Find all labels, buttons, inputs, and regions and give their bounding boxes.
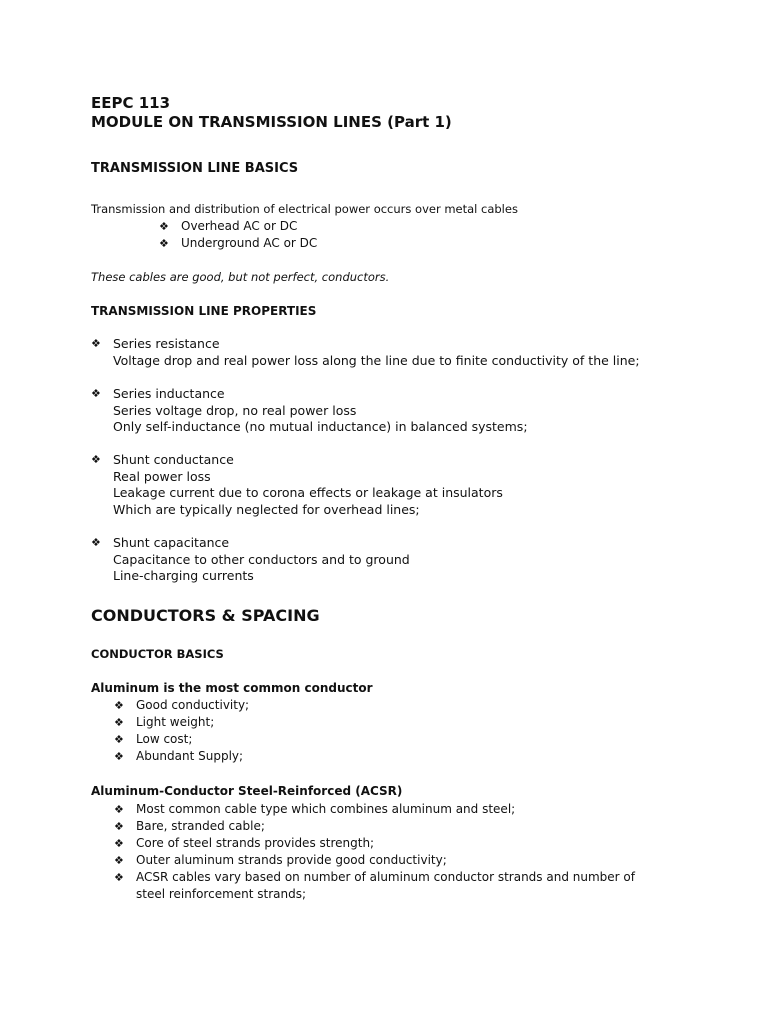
list-item: ❖ Low cost; bbox=[114, 732, 193, 746]
acsr-heading: Aluminum-Conductor Steel-Reinforced (ACSR) bbox=[91, 784, 403, 798]
list-item: ❖ Most common cable type which combines aluminum and steel; bbox=[114, 802, 516, 816]
property-shunt-conductance: ❖ Shunt conductance Real power loss Leakage current due to corona effects or leakage at insulators Which are typically neglected for overhead lines; bbox=[91, 452, 503, 518]
diamond-bullet-icon: ❖ bbox=[114, 716, 124, 729]
course-code: EEPC 113 bbox=[91, 94, 171, 112]
diamond-bullet-icon: ❖ bbox=[159, 220, 169, 233]
diamond-bullet-icon: ❖ bbox=[91, 387, 101, 400]
list-item: ❖ Good conductivity; bbox=[114, 698, 250, 712]
acsr-bullet-list bbox=[114, 801, 636, 903]
diamond-bullet-icon: ❖ bbox=[91, 453, 101, 466]
diamond-bullet-icon: ❖ bbox=[91, 536, 101, 549]
list-item: ❖ Bare, stranded cable; bbox=[114, 819, 265, 833]
module-title: MODULE ON TRANSMISSION LINES (Part 1) bbox=[91, 113, 452, 131]
diamond-bullet-icon: ❖ bbox=[114, 871, 124, 884]
diamond-bullet-icon: ❖ bbox=[114, 854, 124, 867]
conductors-heading: CONDUCTORS & SPACING bbox=[91, 606, 320, 625]
diamond-bullet-icon: ❖ bbox=[91, 337, 101, 350]
diamond-bullet-icon: ❖ bbox=[114, 837, 124, 850]
list-item: ❖ Core of steel strands provides strength; bbox=[114, 836, 375, 850]
document-page bbox=[91, 94, 711, 901]
conductor-basics-heading: CONDUCTOR BASICS bbox=[91, 647, 224, 661]
basics-bullet-list bbox=[159, 218, 317, 252]
diamond-bullet-icon: ❖ bbox=[114, 803, 124, 816]
diamond-bullet-icon: ❖ bbox=[114, 699, 124, 712]
property-shunt-capacitance: ❖ Shunt capacitance Capacitance to other conductors and to ground Line-charging currents bbox=[91, 535, 410, 584]
diamond-bullet-icon: ❖ bbox=[114, 750, 124, 763]
list-item: ❖ ACSR cables vary based on number of aluminum conductor strands and number of steel reinforcement strands; bbox=[114, 870, 635, 901]
list-item: ❖ Underground AC or DC bbox=[159, 236, 318, 250]
diamond-bullet-icon: ❖ bbox=[114, 820, 124, 833]
aluminum-heading: Aluminum is the most common conductor bbox=[91, 681, 373, 695]
basics-heading: TRANSMISSION LINE BASICS bbox=[91, 161, 299, 176]
diamond-bullet-icon: ❖ bbox=[159, 237, 169, 250]
list-item: ❖ Light weight; bbox=[114, 715, 215, 729]
list-item: ❖ Overhead AC or DC bbox=[159, 219, 298, 233]
aluminum-bullet-list bbox=[114, 697, 249, 765]
list-item: ❖ Outer aluminum strands provide good conductivity; bbox=[114, 853, 447, 867]
list-item: ❖ Abundant Supply; bbox=[114, 749, 244, 763]
property-series-inductance: ❖ Series inductance Series voltage drop, no real power loss Only self-inductance (no mutual inductance) in balanced systems; bbox=[91, 386, 528, 435]
property-series-resistance: ❖ Series resistance Voltage drop and real power loss along the line due to finite conductivity of the line; bbox=[91, 336, 640, 368]
diamond-bullet-icon: ❖ bbox=[114, 733, 124, 746]
properties-heading: TRANSMISSION LINE PROPERTIES bbox=[91, 304, 317, 318]
basics-intro: Transmission and distribution of electrical power occurs over metal cables bbox=[91, 202, 518, 216]
basics-note: These cables are good, but not perfect, conductors. bbox=[91, 270, 390, 284]
